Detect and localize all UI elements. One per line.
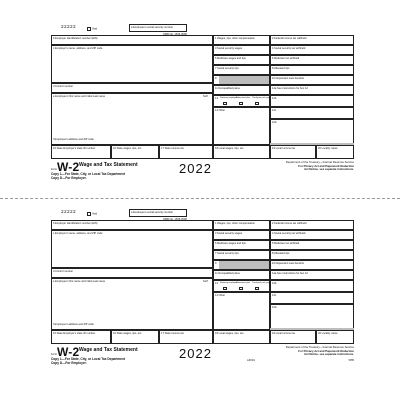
box-16-label: 16 State wages, tips, etc. [113, 331, 142, 335]
box-9-label: 9 [215, 76, 217, 80]
control-code: 22222 [61, 210, 77, 215]
omb-number: OMB No. 1545-0008 [163, 33, 187, 36]
retirement-plan-label: Retirement plan [236, 282, 251, 284]
box-15[interactable] [51, 145, 111, 159]
box-a-label: a Employee's social security number [131, 25, 174, 29]
box-e-f-employee[interactable] [51, 93, 213, 145]
omb-number: OMB No. 1545-0008 [163, 218, 187, 221]
shade-strip [270, 143, 354, 145]
form-subtitle: Wage and Tax Statement [79, 162, 138, 168]
box-12b-label: 12b [272, 96, 277, 100]
box-15-label: 15 State Employer's state ID number [53, 146, 96, 150]
box-12c-label: 12c [272, 108, 277, 112]
shade-strip [270, 328, 354, 330]
box-17[interactable] [159, 145, 213, 159]
box-7-label: 7 Social security tips [215, 66, 239, 70]
box-f-label: f Employee's address and ZIP code [53, 138, 94, 141]
w2-form-top [51, 25, 354, 180]
box-b-ein[interactable] [51, 220, 213, 230]
form-subtitle: Wage and Tax Statement [79, 347, 138, 353]
box-e-f-employee[interactable] [51, 278, 213, 330]
box-b-label: b Employer identification number (EIN) [53, 221, 98, 225]
privacy-act-2: Act Notice, see separate instructions. [304, 167, 354, 172]
box-4[interactable] [270, 45, 354, 55]
box-5[interactable] [213, 55, 270, 65]
box-12b[interactable] [270, 95, 354, 107]
box-12b[interactable] [270, 280, 354, 292]
box-11-label: 11 Nonqualified plans [215, 271, 240, 275]
box-14[interactable] [213, 107, 270, 145]
box-9-shade [219, 76, 269, 84]
box-18-label: 18 Local wages, tips, etc. [215, 146, 245, 150]
box-10[interactable] [270, 260, 354, 270]
box-9-label: 9 [215, 261, 217, 265]
catalog-number: L2KID1 [247, 359, 255, 362]
box-12c[interactable] [270, 107, 354, 119]
copy-d-designation: Copy D—For Employer. [51, 361, 87, 365]
box-5[interactable] [213, 240, 270, 250]
retirement-plan-label: Retirement plan [236, 97, 251, 99]
box-5-label: 5 Medicare wages and tips [215, 56, 246, 60]
box-a-label: a Employee's social security number [131, 210, 174, 214]
void-checkbox[interactable] [87, 212, 97, 216]
tax-year: 2022 [179, 161, 212, 176]
box-14[interactable] [213, 292, 270, 330]
box-4-label: 4 Social security tax withheld [272, 46, 306, 50]
box-2-label: 2 Federal income tax withheld [272, 36, 307, 40]
box-8[interactable] [270, 250, 354, 260]
box-16[interactable] [111, 330, 159, 344]
irs-notice [286, 346, 354, 357]
box-b-label: b Employer identification number (EIN) [53, 36, 98, 40]
box-18-label: 18 Local wages, tips, etc. [215, 331, 245, 335]
box-8-label: 8 Allocated tips [272, 66, 290, 70]
box-5-label: 5 Medicare wages and tips [215, 241, 246, 245]
control-code: 22222 [61, 25, 77, 30]
copy-d-designation: Copy D—For Employer. [51, 176, 87, 180]
box-12c-label: 12c [272, 293, 277, 297]
box-11-label: 11 Nonqualified plans [215, 86, 240, 90]
box-6[interactable] [270, 55, 354, 65]
w2-form-bottom [51, 210, 354, 365]
box-e-label: e Employee's first name and initial Last name [53, 94, 106, 98]
form-word: Form [51, 353, 58, 356]
box-17[interactable] [159, 330, 213, 344]
box-12a-label: 12a See instructions for box 12 [272, 271, 308, 275]
box-20-label: 20 Locality name [318, 146, 338, 150]
box-c-label: c Employer's name, address, and ZIP code [53, 231, 103, 235]
box-13-label: 13 [215, 281, 218, 285]
privacy-act-2: Act Notice, see separate instructions. [304, 352, 354, 357]
box-16[interactable] [111, 145, 159, 159]
box-11[interactable] [213, 85, 270, 95]
privacy-act: For Privacy Act and Paperwork Reduction [298, 163, 354, 168]
box-10-label: 10 Dependent care benefits [272, 261, 304, 265]
box-d-control[interactable] [51, 83, 213, 93]
box-9-shade [219, 261, 269, 269]
box-17-label: 17 State income tax [161, 146, 184, 150]
retirement-plan-checkbox[interactable] [239, 287, 243, 290]
box-d-label: d Control number [53, 84, 74, 88]
void-label: Void [92, 27, 98, 31]
box-13 [213, 280, 270, 292]
box-f-label: f Employee's address and ZIP code [53, 323, 94, 326]
statutory-employee-checkbox[interactable] [223, 287, 227, 290]
box-1[interactable] [213, 220, 270, 230]
copy-designation: Copy 1—For State, City, or Local Tax Department [51, 172, 126, 176]
box-3[interactable] [213, 230, 270, 240]
box-9 [213, 260, 270, 270]
box-3[interactable] [213, 45, 270, 55]
box-15[interactable] [51, 330, 111, 344]
box-12d-label: 12d [272, 305, 277, 309]
box-12a-label: 12a See instructions for box 12 [272, 86, 308, 90]
box-13 [213, 95, 270, 107]
form-code: 5055 [348, 359, 354, 362]
box-12d[interactable] [270, 119, 354, 145]
box-2[interactable] [270, 220, 354, 230]
box-3-label: 3 Social security wages [215, 46, 243, 50]
perforation-line [0, 198, 400, 199]
box-15-label: 15 State Employer's state ID number [53, 331, 96, 335]
box-6[interactable] [270, 240, 354, 250]
form-title: W-2 [57, 345, 80, 359]
box-12a[interactable] [270, 85, 354, 95]
box-18[interactable] [213, 330, 270, 344]
box-18[interactable] [213, 145, 270, 159]
form-footer [51, 345, 354, 365]
box-19[interactable] [270, 330, 316, 344]
privacy-act: For Privacy Act and Paperwork Reduction [298, 348, 354, 353]
third-party-sick-pay-checkbox[interactable] [255, 102, 259, 105]
box-c-employer[interactable] [51, 45, 213, 83]
box-11[interactable] [213, 270, 270, 280]
form-word: Form [51, 168, 58, 171]
third-party-sick-pay-label: Third-party sick pay [252, 282, 270, 284]
box-7[interactable] [213, 65, 270, 75]
box-20[interactable] [316, 330, 354, 344]
box-c-employer[interactable] [51, 230, 213, 268]
box-7-label: 7 Social security tips [215, 251, 239, 255]
box-a-ssn[interactable] [129, 24, 187, 32]
box-19-label: 19 Local income tax [272, 331, 296, 335]
void-label: Void [92, 212, 98, 216]
box-6-label: 6 Medicare tax withheld [272, 241, 300, 245]
box-20-label: 20 Locality name [318, 331, 338, 335]
box-e-label: e Employee's first name and initial Last name [53, 279, 106, 283]
box-10-label: 10 Dependent care benefits [272, 76, 304, 80]
void-checkbox[interactable] [87, 27, 97, 31]
box-6-label: 6 Medicare tax withheld [272, 56, 300, 60]
dept-treasury: Department of the Treasury—Internal Revenue Service [285, 345, 354, 349]
box-4[interactable] [270, 230, 354, 240]
box-12d[interactable] [270, 304, 354, 330]
irs-notice [286, 161, 354, 172]
box-8[interactable] [270, 65, 354, 75]
box-8-label: 8 Allocated tips [272, 251, 290, 255]
statutory-employee-checkbox[interactable] [223, 102, 227, 105]
box-3-label: 3 Social security wages [215, 231, 243, 235]
box-9 [213, 75, 270, 85]
box-2-label: 2 Federal income tax withheld [272, 221, 307, 225]
box-17-label: 17 State income tax [161, 331, 184, 335]
third-party-sick-pay-label: Third-party sick pay [252, 97, 270, 99]
box-16-label: 16 State wages, tips, etc. [113, 146, 142, 150]
box-19-label: 19 Local income tax [272, 146, 296, 150]
box-10[interactable] [270, 75, 354, 85]
box-4-label: 4 Social security tax withheld [272, 231, 306, 235]
box-14-label: 14 Other [215, 293, 226, 297]
tax-year: 2022 [179, 346, 212, 361]
suffix-label: Suff. [203, 94, 209, 98]
box-d-label: d Control number [53, 269, 74, 273]
suffix-label: Suff. [203, 279, 209, 283]
box-a-ssn[interactable] [129, 209, 187, 217]
statutory-employee-label: Statutory employee [220, 282, 238, 284]
box-1-label: 1 Wages, tips, other compensation [215, 36, 255, 40]
box-2[interactable] [270, 35, 354, 45]
copy-designation: Copy 1—For State, City, or Local Tax Department [51, 357, 126, 361]
statutory-employee-label: Statutory employee [220, 97, 238, 99]
box-19[interactable] [270, 145, 316, 159]
box-d-control[interactable] [51, 268, 213, 278]
box-20[interactable] [316, 145, 354, 159]
box-b-ein[interactable] [51, 35, 213, 45]
box-12c[interactable] [270, 292, 354, 304]
box-7[interactable] [213, 250, 270, 260]
retirement-plan-checkbox[interactable] [239, 102, 243, 105]
box-1-label: 1 Wages, tips, other compensation [215, 221, 255, 225]
form-footer [51, 160, 354, 180]
box-1[interactable] [213, 35, 270, 45]
box-12b-label: 12b [272, 281, 277, 285]
form-title: W-2 [57, 160, 80, 174]
third-party-sick-pay-checkbox[interactable] [255, 287, 259, 290]
box-14-label: 14 Other [215, 108, 226, 112]
box-12a[interactable] [270, 270, 354, 280]
dept-treasury: Department of the Treasury—Internal Revenue Service [285, 160, 354, 164]
box-12d-label: 12d [272, 120, 277, 124]
box-13-label: 13 [215, 96, 218, 100]
box-c-label: c Employer's name, address, and ZIP code [53, 46, 103, 50]
